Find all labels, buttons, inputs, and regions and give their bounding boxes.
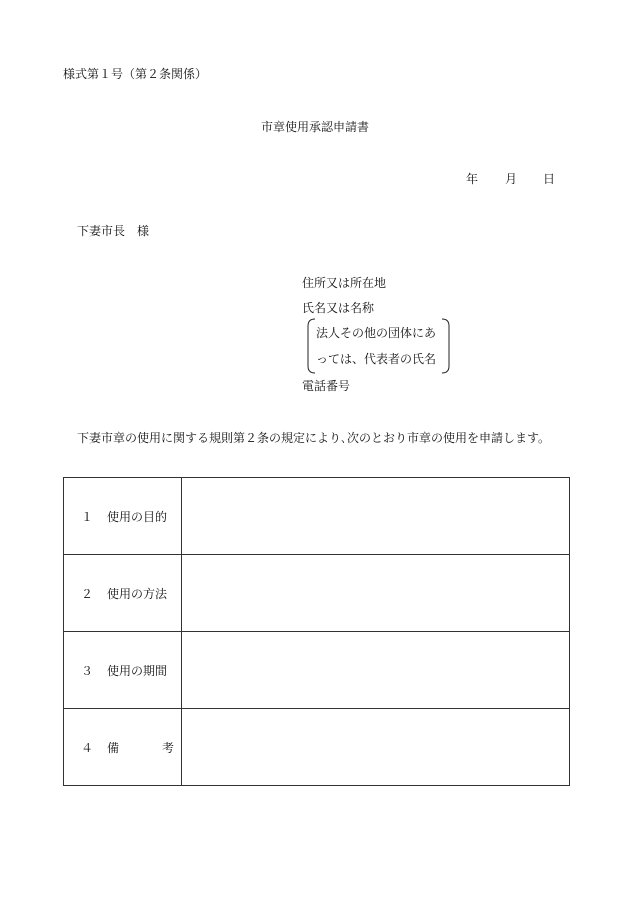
table-row bbox=[64, 478, 570, 555]
table-row bbox=[64, 709, 570, 786]
item-number: ４ bbox=[81, 740, 94, 755]
name-label: 氏名又は名称 bbox=[302, 301, 375, 315]
phone-label: 電話番号 bbox=[302, 379, 351, 393]
addressee: 下妻市長 様 bbox=[77, 224, 150, 238]
period-value-cell[interactable] bbox=[182, 632, 570, 709]
application-statement: 下妻市章の使用に関する規則第２条の規定により､次のとおり市章の使用を申請します。 bbox=[77, 431, 551, 445]
date-year-label: 年 bbox=[466, 172, 479, 186]
method-value-cell[interactable] bbox=[182, 555, 570, 632]
item-label-cell bbox=[64, 709, 182, 786]
item-number: １ bbox=[81, 509, 94, 524]
items-table bbox=[63, 477, 570, 786]
table-row bbox=[64, 555, 570, 632]
document-title: 市章使用承認申請書 bbox=[260, 120, 369, 134]
date-month-label: 月 bbox=[505, 172, 518, 186]
representative-note-line1: 法人その他の団体にあ bbox=[316, 326, 437, 340]
date-day-label: 日 bbox=[543, 172, 556, 186]
item-label: 使用の方法 bbox=[107, 586, 168, 601]
item-label: 使用の目的 bbox=[107, 509, 168, 524]
item-label-cell bbox=[64, 478, 182, 555]
remarks-value-cell[interactable] bbox=[182, 709, 570, 786]
table-row bbox=[64, 632, 570, 709]
item-number: ２ bbox=[81, 586, 94, 601]
item-label-part-b: 考 bbox=[162, 740, 175, 755]
item-label: 使用の期間 bbox=[107, 663, 168, 678]
item-label-part-a: 備 bbox=[107, 740, 120, 755]
item-label-cell bbox=[64, 632, 182, 709]
item-number: ３ bbox=[81, 663, 94, 678]
representative-note-line2: っては、代表者の氏名 bbox=[316, 352, 437, 366]
purpose-value-cell[interactable] bbox=[182, 478, 570, 555]
item-label-cell bbox=[64, 555, 182, 632]
address-label: 住所又は所在地 bbox=[302, 276, 387, 290]
form-number: 様式第１号（第２条関係） bbox=[63, 67, 208, 81]
